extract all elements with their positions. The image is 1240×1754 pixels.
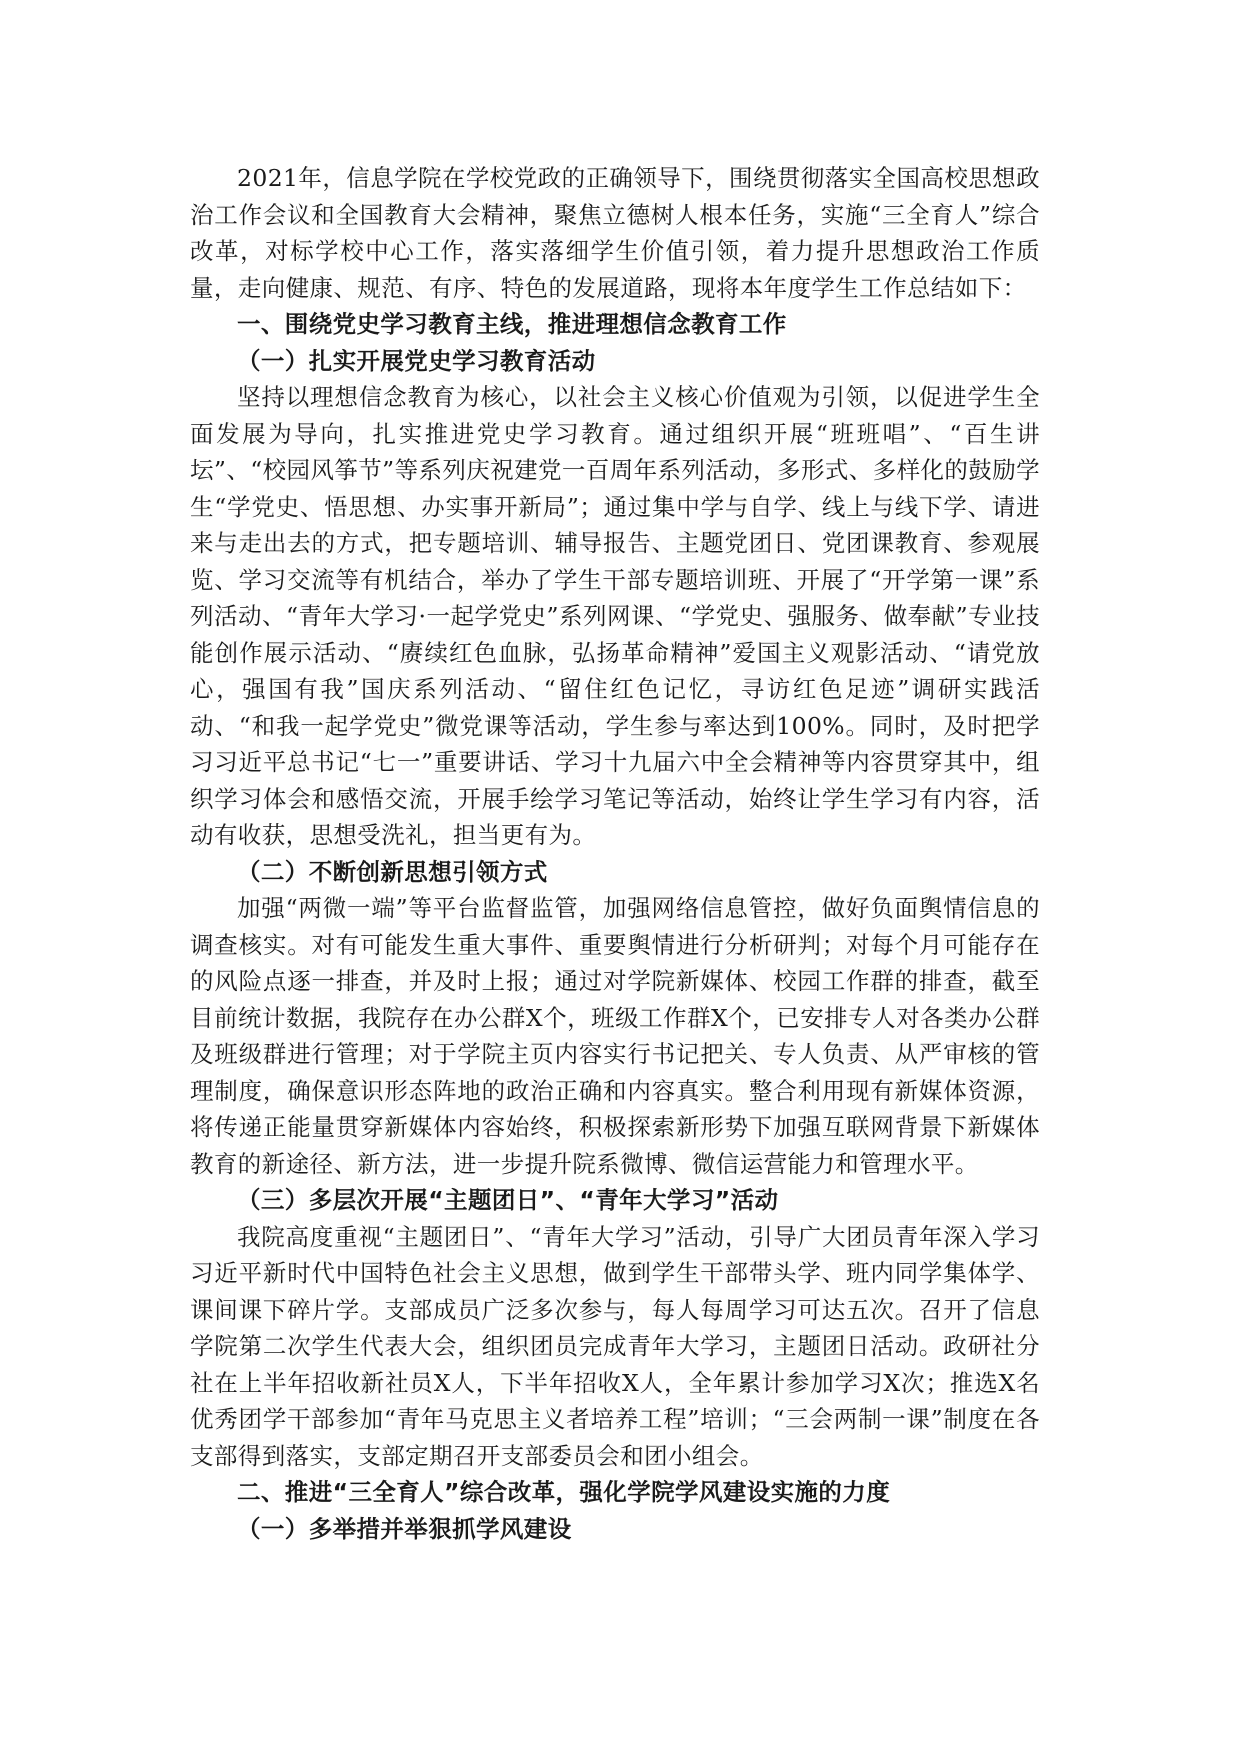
section-1-1-body: 坚持以理想信念教育为核心，以社会主义核心价值观为引领，以促进学生全面发展为导向，扎实推进党史学习教育。通过组织开展“班班唱”、“百生讲坛”、“校园风筝节”等系列庆祝建党一百周年系列活动，多形式、多样化的鼓励学生“学党史、悟思想、办实事开新局”；通过集中学与自学、线上与线下学、请进来与走出去的方式，把专题培训、辅导报告、主题党团日、党团课教育、参观展览、学习交流等有机结合，举办了学生干部专题培训班、开展了“开学第一课”系列活动、“青年大学习·一起学党史”系列网课、“学党史、强服务、做奉献”专业技能创作展示活动、“赓续红色血脉，弘扬革命精神”爱国主义观影活动、“请党放心，强国有我”国庆系列活动、“留住红色记忆，寻访红色足迹”调研实践活动、“和我一起学党史”微党课等活动，学生参与率达到100%。同时，及时把学习习近平总书记“七一”重要讲话、学习十九届六中全会精神等内容贯穿其中，组织学习体会和感悟交流，开展手绘学习笔记等活动，始终让学生学习有内容，活动有收获，思想受洗礼，担当更有为。 xyxy=(190,383,1040,849)
section-2-1-heading: （一）多举措并举狠抓学风建设 xyxy=(237,1514,572,1543)
section-2-heading: 二、推进“三全育人”综合改革，强化学院学风建设实施的力度 xyxy=(237,1478,891,1506)
section-1-1-heading: （一）扎实开展党史学习教育活动 xyxy=(237,346,596,375)
intro-paragraph: 2021年，信息学院在学校党政的正确领导下，围绕贯彻落实全国高校思想政治工作会议和全国教育大会精神，聚焦立德树人根本任务，实施“三全育人”综合改革，对标学校中心工作，落实落细学生价值引领，着力提升思想政治工作质量，走向健康、规范、有序、特色的发展道路，现将本年度学生工作总结如下： xyxy=(190,164,1040,302)
section-1-2-body: 加强“两微一端”等平台监督监管，加强网络信息管控，做好负面舆情信息的调查核实。对有可能发生重大事件、重要舆情进行分析研判；对每个月可能存在的风险点逐一排查，并及时上报；通过对学院新媒体、校园工作群的排查，截至目前统计数据，我院存在办公群X个，班级工作群X个，已安排专人对各类办公群及班级群进行管理；对于学院主页内容实行书记把关、专人负责、从严审核的管理制度，确保意识形态阵地的政治正确和内容真实。整合利用现有新媒体资源，将传递正能量贯穿新媒体内容始终，积极探索新形势下加强互联网背景下新媒体教育的新途径、新方法，进一步提升院系微博、微信运营能力和管理水平。 xyxy=(190,894,1040,1178)
section-1-3-heading: （三）多层次开展“主题团日”、“青年大学习”活动 xyxy=(237,1186,779,1214)
section-1-2-heading: （二）不断创新思想引领方式 xyxy=(237,857,548,886)
section-1-heading: 一、围绕党史学习教育主线，推进理想信念教育工作 xyxy=(237,310,787,338)
section-1-3-body: 我院高度重视“主题团日”、“青年大学习”活动，引导广大团员青年深入学习习近平新时代中国特色社会主义思想，做到学生干部带头学、班内同学集体学、课间课下碎片学。支部成员广泛多次参与，每人每周学习可达五次。召开了信息学院第二次学生代表大会，组织团员完成青年大学习，主题团日活动。政研社分社在上半年招收新社员X人，下半年招收X人，全年累计参加学习X次；推选X名优秀团学干部参加“青年马克思主义者培养工程”培训；“三会两制一课”制度在各支部得到落实，支部定期召开支部委员会和团小组会。 xyxy=(190,1222,1040,1470)
document-page xyxy=(190,160,1040,1547)
